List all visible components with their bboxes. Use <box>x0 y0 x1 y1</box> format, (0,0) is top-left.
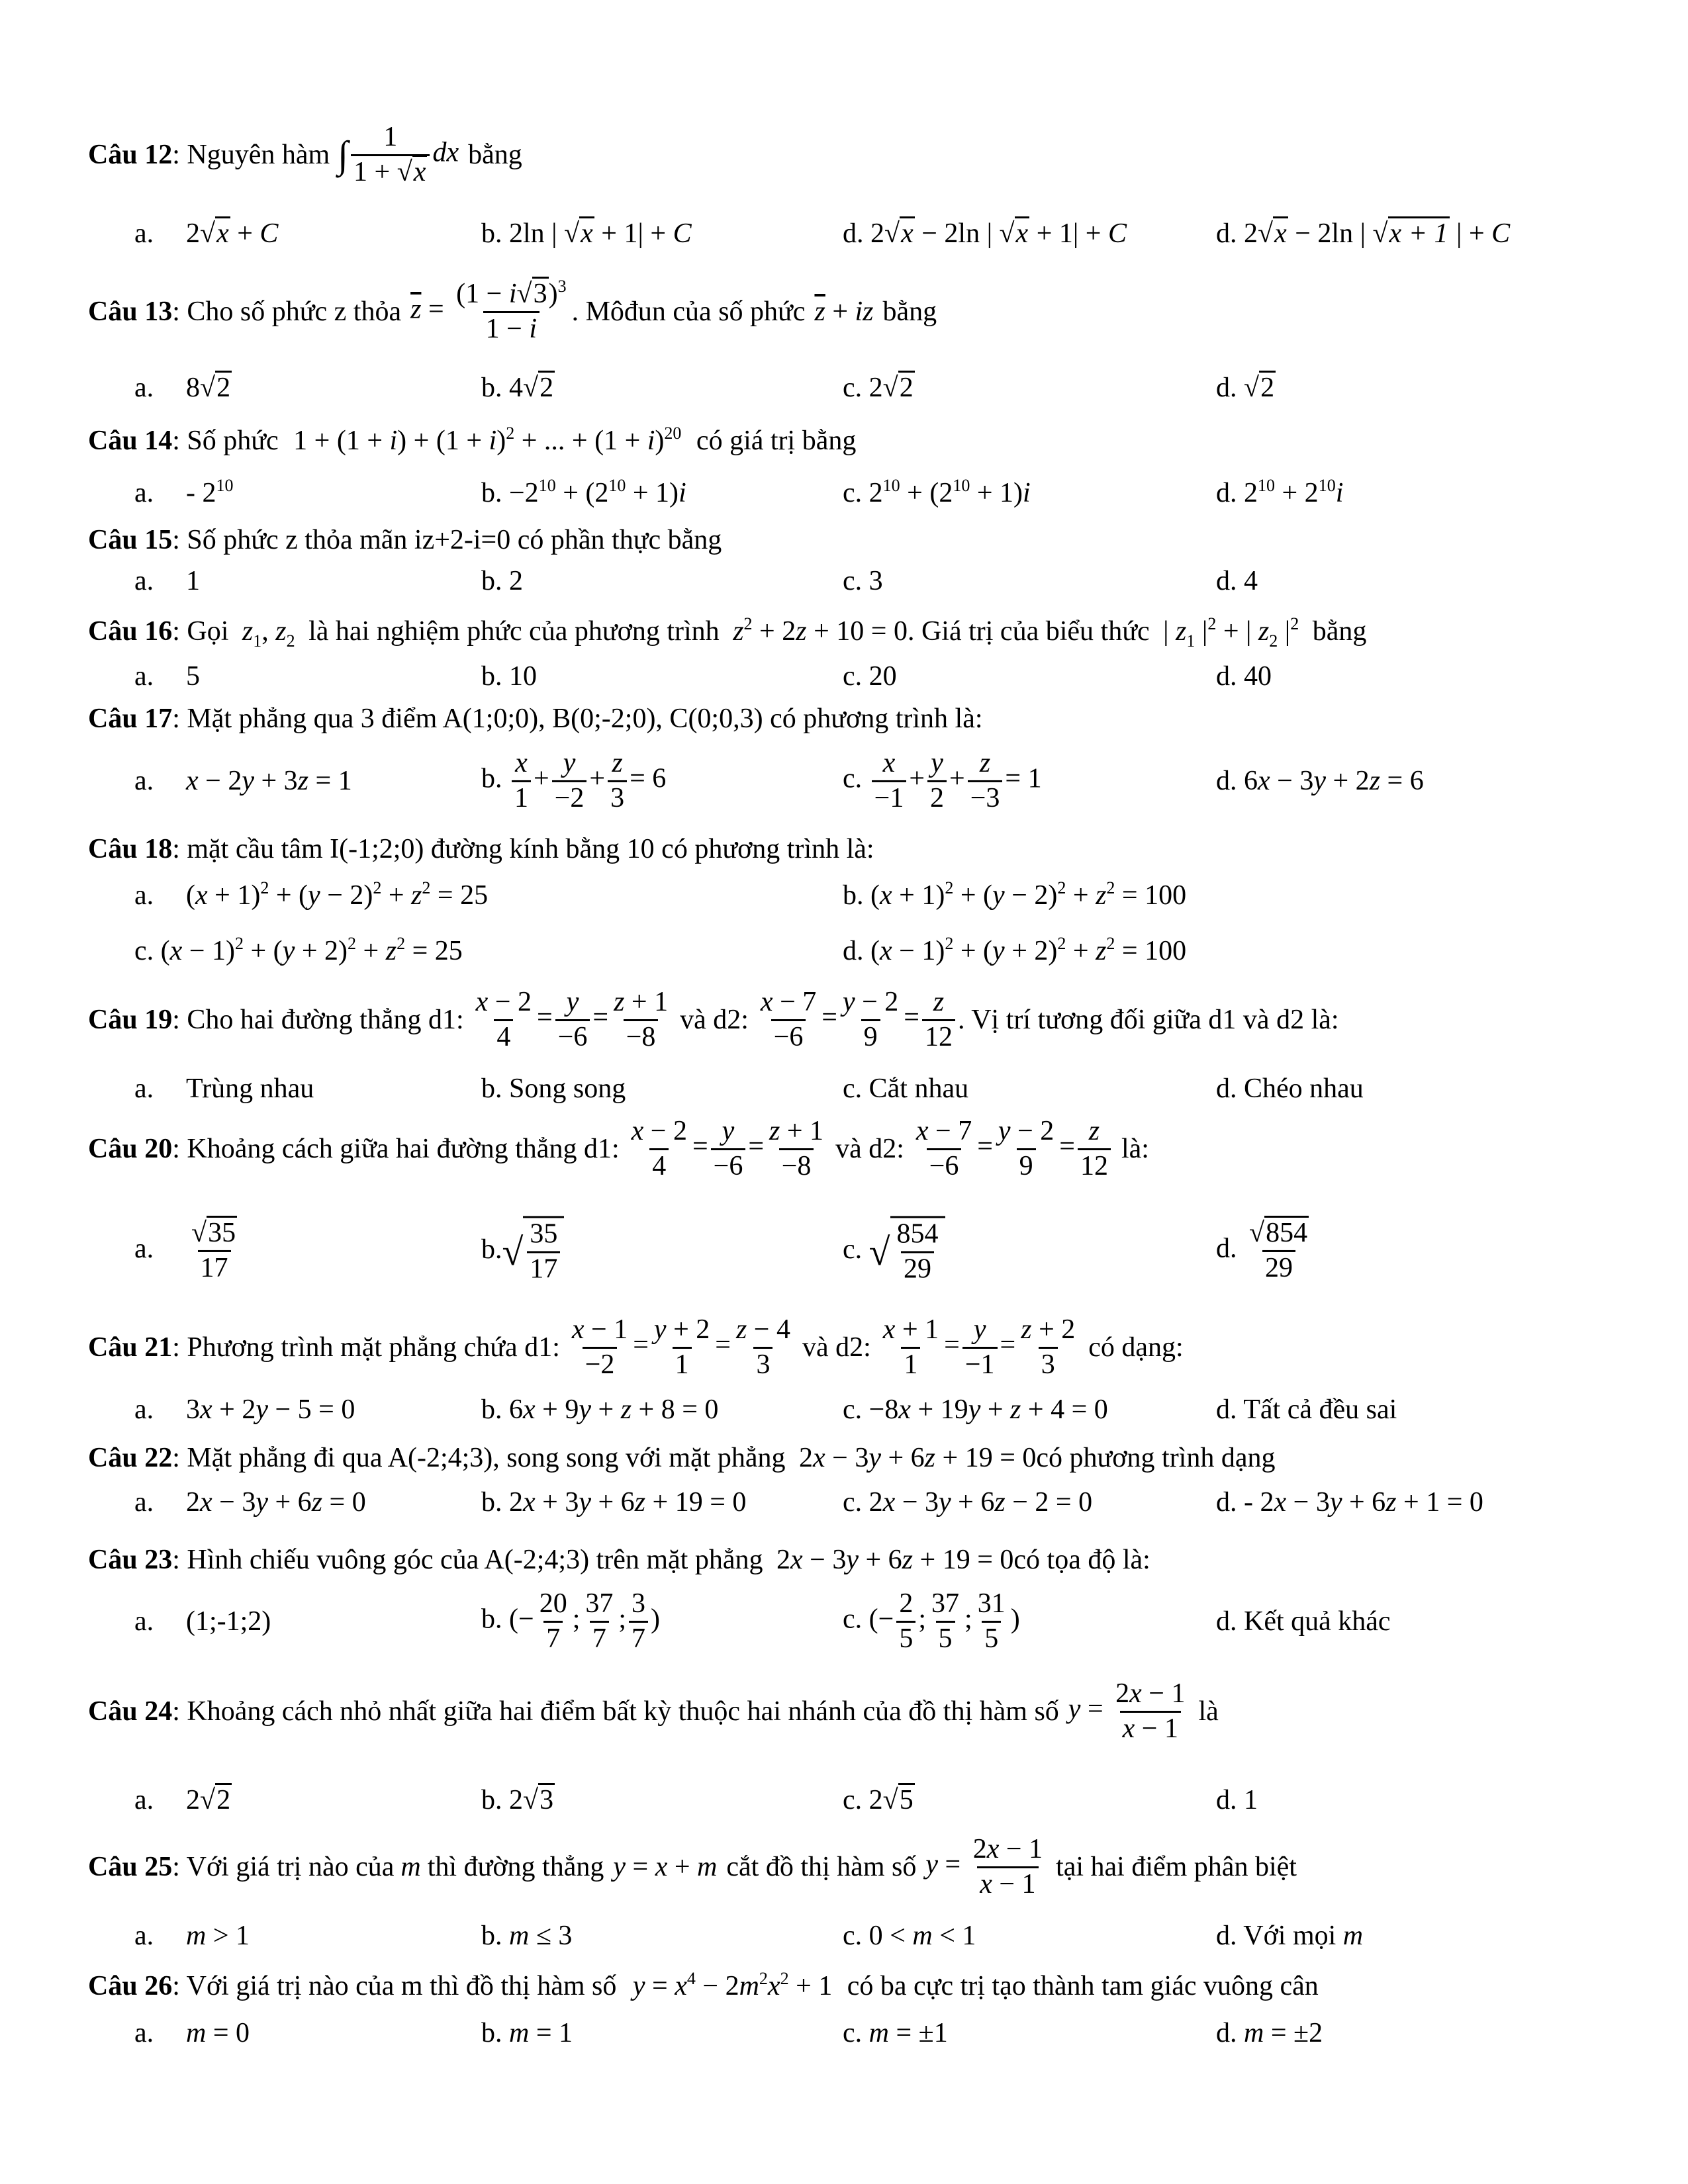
question-15 <box>88 526 1597 554</box>
option-d[interactable]: d. 4 <box>1216 566 1258 596</box>
option-c[interactable]: c. (− $\frac{2}{5}$ ; $\frac{37}{5}$ ; $\frac{31}{5}$ ) <box>843 1588 1020 1655</box>
option-b[interactable]: b. 10 <box>481 661 537 692</box>
option-d[interactable]: d. Kết quả khác <box>1216 1606 1391 1637</box>
option-d[interactable]: d. Với mọi m <box>1216 1921 1364 1951</box>
question-label: Câu 19 <box>88 1005 173 1036</box>
question-label: Câu 12 <box>88 140 173 171</box>
option-d[interactable]: d. 40 <box>1216 661 1272 692</box>
question-text: : Khoảng cách nhỏ nhất giữa hai điểm bất kỳ thuộc hai nhánh của đồ thị hàm số <box>172 1696 1059 1727</box>
question-tail: bằng <box>468 140 522 171</box>
question-label: Câu 23 <box>88 1545 173 1575</box>
question-19: Câu 19 : Cho hai đường thẳng d1: $\frac{x - 2}{4}$ = $\frac{y}{-6}$ = $\frac{z + 1}{-8}$ và d2: $\frac{x - 7}{-6}$ = $\frac{y - 2}{9}$ = $\frac{z}{12}$ . Vị trí tương đối giữa d1 và d2 là: <box>88 986 1597 1054</box>
option-b[interactable]: b. 2x + 3y + 6z + 19 = 0 <box>481 1487 747 1518</box>
option-b[interactable]: b. 6x + 9y + z + 8 = 0 <box>481 1394 719 1425</box>
option-d[interactable]: d. √2 <box>1216 372 1276 404</box>
line-d2: $\frac{x - 7}{-6}$ = $\frac{y - 2}{9}$ = $\frac{z}{12}$ <box>755 986 958 1054</box>
question-label: Câu 13 <box>88 296 173 328</box>
question-25: Câu 25 : Với giá trị nào của m thì đường thẳng y = x + m cắt đồ thị hàm số y = $\frac{2x - 1}{x - 1}$ tại hai điểm phân biệt <box>88 1833 1597 1901</box>
option-a[interactable]: a. 5 <box>134 661 200 692</box>
question-23: Câu 23: Hình chiếu vuông góc của A(-2;4;3) trên mặt phẳng 2x − 3y + 6z + 19 = 0có tọa độ là: <box>88 1545 1150 1575</box>
question-label: Câu 24 <box>88 1696 173 1727</box>
question-20: Câu 20 : Khoảng cách giữa hai đường thẳng d1: $\frac{x - 2}{4}$ = $\frac{y}{-6}$ = $\frac{z + 1}{-8}$ và d2: $\frac{x - 7}{-6}$ = $\frac{y - 2}{9}$ = $\frac{z}{12}$ là: <box>88 1115 1597 1183</box>
option-b[interactable]: b. $(x + 1)^2 + (y - 2)^2 + z^2 = 100$ <box>843 878 1187 911</box>
line-d2: $\frac{x - 7}{-6}$ = $\frac{y - 2}{9}$ = $\frac{z}{12}$ <box>911 1115 1113 1183</box>
question-16: Câu 16: Gọi $z_1$, $z_2$ là hai nghiệm phức của phương trình $z^2 + 2z + 10 = 0$. Giá trị của biểu thức | $z_1$ $|^2$ + | $z_2$ $|^2$ bằng <box>88 614 1367 651</box>
equation: $z^2 + 2z + 10 = 0$ <box>733 614 908 647</box>
question-label: Câu 16 <box>88 616 173 647</box>
question-text: : Nguyên hàm <box>172 140 330 171</box>
question-label: Câu 14 <box>88 426 173 456</box>
option-a[interactable]: a. - $2^{10}$ <box>134 476 234 508</box>
question-text: : Với giá trị nào của <box>172 1852 395 1883</box>
question-26: Câu 26: Với giá trị nào của m thì đồ thị hàm số $y = x^4 - 2m^2x^2 + 1$ có ba cực trị tạo thành tam giác vuông cân <box>88 1969 1319 2001</box>
question-text: : Mặt phẳng đi qua A(-2;4;3), song song với mặt phẳng <box>172 1443 786 1473</box>
expression: | $z_1$ $|^2$ + | $z_2$ $|^2$ <box>1163 614 1299 651</box>
question-text: : Số phức z thỏa mãn iz+2-i=0 có phần thực bằng <box>172 525 722 555</box>
question-label: Câu 21 <box>88 1332 173 1363</box>
option-c[interactable]: c. 2√2 <box>843 372 915 404</box>
question-label: Câu 17 <box>88 704 173 734</box>
question-18 <box>88 835 1597 863</box>
option-a[interactable]: a. 2√2 <box>134 1784 232 1816</box>
option-c[interactable]: c. 2√5 <box>843 1784 915 1816</box>
option-d[interactable]: d. m = ±2 <box>1216 2018 1323 2048</box>
option-b[interactable]: b. 2 <box>481 566 523 596</box>
option-c[interactable]: c. Cắt nhau <box>843 1073 969 1104</box>
option-b[interactable]: b.√ $\frac{35}{17}$ <box>481 1216 564 1285</box>
question-text: : Khoảng cách giữa hai đường thẳng d1: <box>172 1134 620 1165</box>
option-a[interactable]: a. (1;-1;2) <box>134 1606 271 1637</box>
line-expression: y = x + m <box>613 1852 718 1883</box>
function-expression: y = $\frac{2x - 1}{x - 1}$ <box>1068 1678 1191 1745</box>
question-tail: có giá trị bằng <box>696 426 857 456</box>
option-d[interactable]: d. 2√x − 2ln | √x + 1 | + C <box>1216 218 1510 250</box>
option-b[interactable]: b. 2√3 <box>481 1784 555 1816</box>
option-c[interactable]: c. √ $\frac{854}{29}$ <box>843 1216 945 1285</box>
option-c[interactable]: c. $(x - 1)^2 + (y + 2)^2 + z^2 = 25$ <box>134 934 463 966</box>
option-a[interactable]: a. x − 2y + 3z = 1 <box>134 766 352 796</box>
option-c[interactable]: c. 20 <box>843 661 897 692</box>
option-b[interactable]: b. (− $\frac{20}{7}$ ; $\frac{37}{7}$ ; $\frac{3}{7}$ ) <box>481 1588 660 1655</box>
question-12 <box>88 121 1597 189</box>
option-a[interactable]: a. m > 1 <box>134 1921 250 1951</box>
option-b[interactable]: b. Song song <box>481 1073 626 1104</box>
question-label: Câu 26 <box>88 1971 173 2001</box>
option-d[interactable]: d. $2^{10} + 2^{10}i$ <box>1216 476 1344 508</box>
option-c[interactable]: c. 2x − 3y + 6z − 2 = 0 <box>843 1487 1093 1518</box>
option-b[interactable]: b. 2ln | √x + 1| + C <box>481 218 692 250</box>
option-a[interactable]: a. 2√x + C <box>134 218 278 250</box>
condition-expression: $\overline{z}$ = $\frac{(1 - i√3)^3}{1 - i}$ <box>410 278 571 345</box>
integral-expression: ∫ $\frac{1}{1 + √x}$ dx <box>338 121 459 189</box>
question-label: Câu 15 <box>88 525 173 555</box>
question-text: : Cho số phức z thỏa <box>172 296 402 328</box>
question-label: Câu 25 <box>88 1852 173 1883</box>
plane-expression: 2x − 3y + 6z + 19 = 0 <box>798 1443 1037 1473</box>
question-text: : Phương trình mặt phẳng chứa d1: <box>172 1332 560 1363</box>
option-a[interactable]: a. 3x + 2y − 5 = 0 <box>134 1394 355 1425</box>
option-b[interactable]: b. m ≤ 3 <box>481 1921 573 1951</box>
option-a[interactable]: a. 2x − 3y + 6z = 0 <box>134 1487 366 1518</box>
function-expression: y = $\frac{2x - 1}{x - 1}$ <box>925 1833 1048 1901</box>
option-b[interactable]: b. $\frac{x}{1}$ + $\frac{y}{-2}$ + $\frac{z}{3}$ = 6 <box>481 747 666 815</box>
question-14 <box>88 424 1597 456</box>
question-text: : mặt cầu tâm I(-1;2;0) đường kính bằng 10 có phương trình là: <box>172 834 874 864</box>
option-d[interactable]: d. 6x − 3y + 2z = 6 <box>1216 766 1424 796</box>
question-22: Câu 22: Mặt phẳng đi qua A(-2;4;3), song song với mặt phẳng 2x − 3y + 6z + 19 = 0có phương trình dạng <box>88 1443 1276 1473</box>
option-c[interactable]: c. −8x + 19y + z + 4 = 0 <box>843 1394 1108 1425</box>
option-b[interactable]: b. m = 1 <box>481 2018 573 2048</box>
question-text: : Mặt phẳng qua 3 điểm A(1;0;0), B(0;-2;0), C(0;0,3) có phương trình là: <box>172 704 983 734</box>
option-d[interactable]: d. 1 <box>1216 1785 1258 1815</box>
question-text: : Số phức <box>172 426 279 456</box>
question-text: : Gọi <box>172 616 229 647</box>
question-text: : Cho hai đường thẳng d1: <box>172 1005 464 1036</box>
question-17 <box>88 705 1597 733</box>
option-a[interactable]: a. m = 0 <box>134 2018 250 2048</box>
option-d[interactable]: d. Chéo nhau <box>1216 1073 1364 1104</box>
option-a[interactable]: a. $\frac{√35}{17}$ <box>134 1217 242 1285</box>
line-d1: $\frac{x - 1}{-2}$ = $\frac{y + 2}{1}$ = $\frac{z - 4}{3}$ <box>567 1314 796 1381</box>
question-13 <box>88 278 1597 345</box>
option-d[interactable]: d. $\frac{√854}{29}$ <box>1216 1217 1314 1285</box>
function-expression: $y = x^4 - 2m^2x^2 + 1$ <box>632 1969 833 2001</box>
option-c[interactable]: c. $2^{10} + (2^{10} + 1)i$ <box>843 476 1031 508</box>
line-d1: $\frac{x - 2}{4}$ = $\frac{y}{-6}$ = $\frac{z + 1}{-8}$ <box>626 1115 829 1183</box>
question-21: Câu 21 : Phương trình mặt phẳng chứa d1: $\frac{x - 1}{-2}$ = $\frac{y + 2}{1}$ = $\frac{z - 4}{3}$ và d2: $\frac{x + 1}{1}$ = $\frac{y}{-1}$ = $\frac{z + 2}{3}$ có dạng: <box>88 1314 1597 1381</box>
question-label: Câu 20 <box>88 1134 173 1165</box>
option-d[interactable]: d. - 2x − 3y + 6z + 1 = 0 <box>1216 1487 1483 1518</box>
option-d[interactable]: d. Tất cả đều sai <box>1216 1394 1397 1425</box>
question-24: Câu 24 : Khoảng cách nhỏ nhất giữa hai điểm bất kỳ thuộc hai nhánh của đồ thị hàm số y = $\frac{2x - 1}{x - 1}$ là <box>88 1678 1597 1745</box>
option-d[interactable]: d. $(x - 1)^2 + (y + 2)^2 + z^2 = 100$ <box>843 934 1187 966</box>
option-a[interactable]: a. Trùng nhau <box>134 1073 314 1104</box>
option-a[interactable]: a. $(x + 1)^2 + (y - 2)^2 + z^2 = 25$ <box>134 878 489 911</box>
question-label: Câu 18 <box>88 834 173 864</box>
option-a[interactable]: a. 8√2 <box>134 372 232 404</box>
modulus-expression: $\overline{z}$ + iz <box>814 296 874 328</box>
option-c[interactable]: c. 0 < m < 1 <box>843 1921 976 1951</box>
option-b[interactable]: b. 4√2 <box>481 372 555 404</box>
option-c[interactable]: c. m = ±1 <box>843 2018 948 2048</box>
question-tail: bằng <box>882 296 937 328</box>
question-text: : Với giá trị nào của m thì đồ thị hàm số <box>172 1971 617 2001</box>
question-text: : Hình chiếu vuông góc của A(-2;4;3) trên mặt phẳng <box>172 1545 763 1575</box>
question-label: Câu 22 <box>88 1443 173 1473</box>
option-c[interactable]: c. $\frac{x}{-1}$ + $\frac{y}{2}$ + $\frac{z}{-3}$ = 1 <box>843 747 1042 815</box>
plane-expression: 2x − 3y + 6z + 19 = 0 <box>776 1545 1014 1575</box>
option-b[interactable]: b. $-2^{10} + (2^{10} + 1)i$ <box>481 476 686 508</box>
option-c[interactable]: d. 2√x − 2ln | √x + 1| + C <box>843 218 1127 250</box>
series-expression: $1 + (1 + i) + (1 + i)^2$ + ... + $(1 + i)^{20}$ <box>293 424 682 456</box>
option-a[interactable]: a. 1 <box>134 566 200 596</box>
line-d1: $\frac{x - 2}{4}$ = $\frac{y}{-6}$ = $\frac{z + 1}{-8}$ <box>471 986 673 1054</box>
line-d2: $\frac{x + 1}{1}$ = $\frac{y}{-1}$ = $\frac{z + 2}{3}$ <box>878 1314 1080 1381</box>
option-c[interactable]: c. 3 <box>843 566 883 596</box>
question-mid: . Môđun của số phức <box>571 296 806 328</box>
roots: $z_1$, $z_2$ <box>242 616 295 651</box>
